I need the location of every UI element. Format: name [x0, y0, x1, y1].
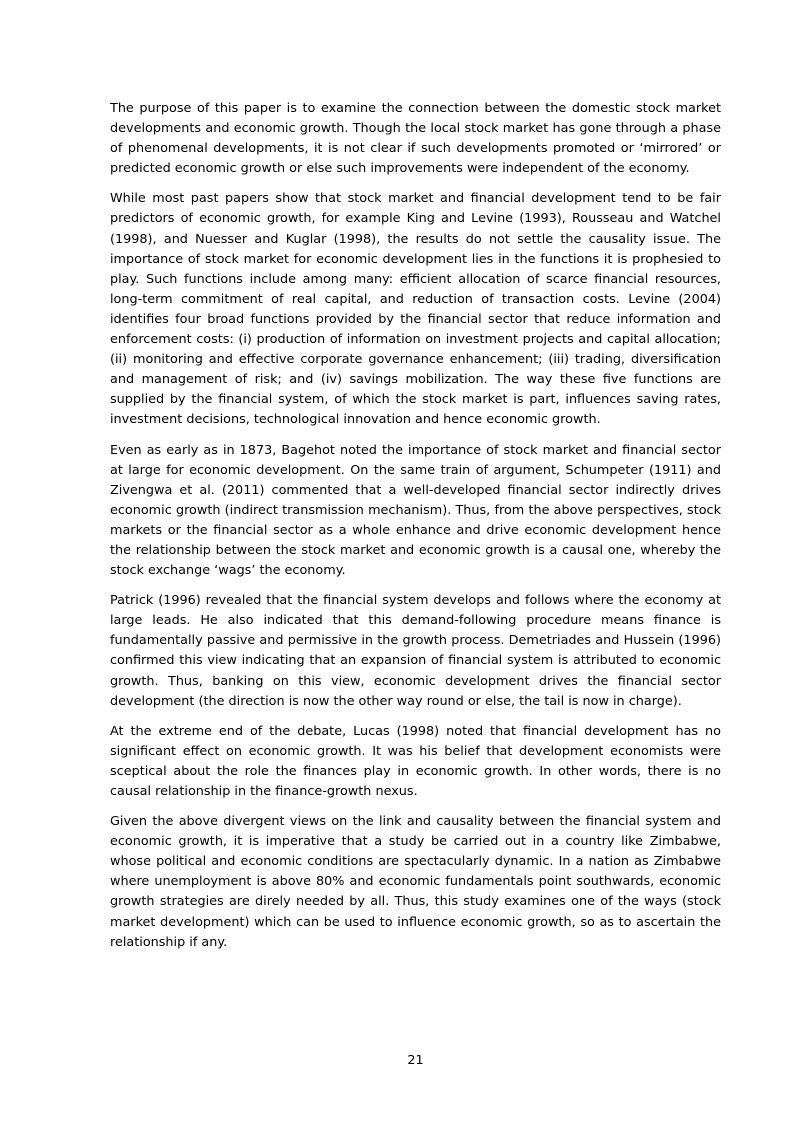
paragraph: While most past papers show that stock market and financial development tend to be fair predictors of economic growth, for example King and Levine (1993), Rousseau and Watchel (1998), and Nuesser and Kuglar (1998), the results do not settle the causality issue. The importance of stock market for economic development lies in the functions it is prophesied to play. Such functions include among many: efficient allocation of scarce financial resources, long-term commitment of real capital, and reduction of transaction costs. Levine (2004) identifies four broad functions provided by the financial sector that reduce information and enforcement costs: (i) production of information on investment projects and capital allocation; (ii) monitoring and effective corporate governance enhancement; (iii) trading, diversification and management of risk; and (iv) savings mobilization. The way these five functions are supplied by the financial system, of which the stock market is part, influences saving rates, investment decisions, technological innovation and hence economic growth. [110, 191, 721, 428]
text-block [110, 99, 721, 963]
paragraph: At the extreme end of the debate, Lucas (1998) noted that financial development has no significant effect on economic growth. It was his belief that development economists were sceptical about the role the finances play in economic growth. In other words, there is no causal relationship in the finance-growth nexus. [110, 723, 721, 799]
paragraph: Patrick (1996) revealed that the financial system develops and follows where the economy at large leads. He also indicated that this demand-following procedure means finance is fundamentally passive and permissive in the growth process. Demetriades and Hussein (1996) confirmed this view indicating that an expansion of financial system is attributed to economic growth. Thus, banking on this view, economic development drives the financial sector development (the direction is now the other way round or else, the tail is now in charge). [110, 593, 721, 709]
paragraph: Even as early as in 1873, Bagehot noted the importance of stock market and financial sector at large for economic development. On the same train of argument, Schumpeter (1911) and Zivengwa et al. (2011) commented that a well-developed financial sector indirectly drives economic growth (indirect transmission mechanism). Thus, from the above perspectives, stock markets or the financial sector as a whole enhance and drive economic development hence the relationship between the stock market and economic growth is a causal one, whereby the stock exchange ‘wags’ the economy. [110, 442, 721, 579]
paragraph: The purpose of this paper is to examine the connection between the domestic stock market developments and economic growth. Though the local stock market has gone through a phase of phenomenal developments, it is not clear if such developments promoted or ‘mirrored’ or predicted economic growth or else such improvements were independent of the economy. [110, 101, 721, 177]
paragraph: Given the above divergent views on the link and causality between the financial system and economic growth, it is imperative that a study be carried out in a country like Zimbabwe, whose political and economic conditions are spectacularly dynamic. In a nation as Zimbabwe where unemployment is above 80% and economic fundamentals point southwards, economic growth strategies are direly needed by all. Thus, this study examines one of the ways (stock market development) which can be used to influence economic growth, so as to ascertain the relationship if any. [110, 814, 721, 950]
page-number: 21 [407, 1053, 424, 1068]
